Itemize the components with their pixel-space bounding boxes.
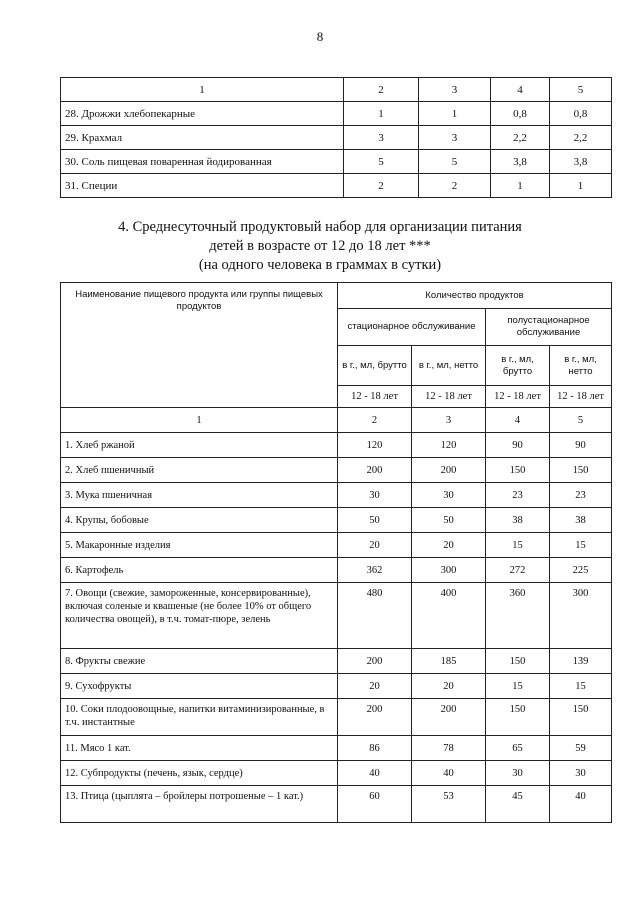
table-row (61, 761, 612, 786)
table-row (61, 583, 612, 649)
product-name: 11. Мясо 1 кат. (61, 736, 338, 761)
product-name: 1. Хлеб ржаной (61, 433, 338, 458)
value-cell: 150 (550, 458, 612, 483)
section-title (0, 218, 640, 275)
section-title-line: детей в возрасте от 12 до 18 лет *** (209, 238, 431, 254)
value-cell: 78 (412, 736, 486, 761)
value-cell: 272 (486, 558, 550, 583)
col-number: 2 (338, 408, 412, 433)
table-row (61, 150, 612, 174)
value-cell: 2,2 (550, 126, 612, 150)
section-title-line: 4. Среднесуточный продуктовый набор для организации питания (118, 219, 522, 235)
product-name: 31. Специи (61, 174, 344, 198)
product-name: 2. Хлеб пшеничный (61, 458, 338, 483)
value-cell: 150 (486, 649, 550, 674)
col-number: 4 (486, 408, 550, 433)
product-name: 10. Соки плодоовощные, напитки витаминизированные, в т.ч. инстантные (61, 699, 338, 736)
product-name: 30. Соль пищевая поваренная йодированная (61, 150, 344, 174)
number-row (61, 408, 612, 433)
table-row (61, 699, 612, 736)
value-cell: 15 (550, 674, 612, 699)
section-title-line: (на одного человека в граммах в сутки) (198, 257, 442, 273)
value-cell: 30 (550, 761, 612, 786)
value-cell: 65 (486, 736, 550, 761)
value-cell: 200 (338, 699, 412, 736)
value-cell: 150 (486, 458, 550, 483)
table-row (61, 558, 612, 583)
gross-header: в г., мл, брутто (338, 346, 412, 386)
value-cell: 1 (550, 174, 612, 198)
value-cell: 200 (412, 458, 486, 483)
value-cell: 5 (419, 150, 491, 174)
page-number: 8 (316, 29, 324, 44)
value-cell: 185 (412, 649, 486, 674)
header-row (61, 283, 612, 309)
value-cell: 200 (412, 699, 486, 736)
table-row (61, 649, 612, 674)
value-cell: 15 (486, 533, 550, 558)
value-cell: 200 (338, 649, 412, 674)
table-row (61, 533, 612, 558)
product-name: 13. Птица (цыплята – бройлеры потрошеные – 1 кат.) (61, 786, 338, 823)
table-row (61, 126, 612, 150)
value-cell: 200 (338, 458, 412, 483)
top-table (60, 77, 612, 198)
value-cell: 15 (550, 533, 612, 558)
gross-header: в г., мл, брутто (486, 346, 550, 386)
value-cell: 3 (419, 126, 491, 150)
value-cell: 300 (412, 558, 486, 583)
table-row (61, 508, 612, 533)
age-header: 12 - 18 лет (486, 386, 550, 408)
value-cell: 3,8 (550, 150, 612, 174)
value-cell: 20 (412, 533, 486, 558)
col-number: 4 (491, 78, 550, 102)
table-row (61, 483, 612, 508)
value-cell: 53 (412, 786, 486, 823)
value-cell: 225 (550, 558, 612, 583)
value-cell: 30 (486, 761, 550, 786)
product-name: 4. Крупы, бобовые (61, 508, 338, 533)
value-cell: 480 (338, 583, 412, 649)
value-cell: 38 (550, 508, 612, 533)
value-cell: 0,8 (491, 102, 550, 126)
product-name: 8. Фрукты свежие (61, 649, 338, 674)
value-cell: 1 (344, 102, 419, 126)
col-number: 1 (61, 408, 338, 433)
value-cell: 50 (412, 508, 486, 533)
value-cell: 120 (338, 433, 412, 458)
value-cell: 86 (338, 736, 412, 761)
value-cell: 15 (486, 674, 550, 699)
value-cell: 2 (344, 174, 419, 198)
value-cell: 0,8 (550, 102, 612, 126)
net-header: в г., мл, нетто (412, 346, 486, 386)
value-cell: 40 (550, 786, 612, 823)
value-cell: 38 (486, 508, 550, 533)
quantity-header: Количество продуктов (338, 283, 612, 309)
table-row (61, 433, 612, 458)
product-name: 6. Картофель (61, 558, 338, 583)
value-cell: 2,2 (491, 126, 550, 150)
value-cell: 1 (491, 174, 550, 198)
product-name: 5. Макаронные изделия (61, 533, 338, 558)
semi-stationary-header: полустационарное обслуживание (486, 309, 612, 346)
value-cell: 2 (419, 174, 491, 198)
value-cell: 90 (550, 433, 612, 458)
value-cell: 30 (412, 483, 486, 508)
product-name: 12. Субпродукты (печень, язык, сердце) (61, 761, 338, 786)
value-cell: 40 (412, 761, 486, 786)
table-row (61, 174, 612, 198)
net-header: в г., мл, нетто (550, 346, 612, 386)
value-cell: 23 (550, 483, 612, 508)
value-cell: 400 (412, 583, 486, 649)
value-cell: 3 (344, 126, 419, 150)
product-name: 9. Сухофрукты (61, 674, 338, 699)
age-header: 12 - 18 лет (338, 386, 412, 408)
value-cell: 20 (412, 674, 486, 699)
value-cell: 120 (412, 433, 486, 458)
table-row (61, 674, 612, 699)
main-table (60, 282, 612, 823)
value-cell: 20 (338, 674, 412, 699)
table-row (61, 102, 612, 126)
col-number: 5 (550, 78, 612, 102)
value-cell: 5 (344, 150, 419, 174)
value-cell: 150 (486, 699, 550, 736)
product-name: 7. Овощи (свежие, замороженные, консервированные), включая соленые и квашеные (не более 10% от общего количества овощей), в т.ч. томат-пюре, зелень (61, 583, 338, 649)
top-table-header-row (61, 78, 612, 102)
value-cell: 30 (338, 483, 412, 508)
table-row (61, 786, 612, 823)
value-cell: 150 (550, 699, 612, 736)
col-number: 5 (550, 408, 612, 433)
col-number: 3 (419, 78, 491, 102)
age-header: 12 - 18 лет (412, 386, 486, 408)
product-name: 28. Дрожжи хлебопекарные (61, 102, 344, 126)
value-cell: 20 (338, 533, 412, 558)
value-cell: 60 (338, 786, 412, 823)
value-cell: 40 (338, 761, 412, 786)
col-number: 2 (344, 78, 419, 102)
value-cell: 139 (550, 649, 612, 674)
value-cell: 3,8 (491, 150, 550, 174)
table-row (61, 458, 612, 483)
value-cell: 362 (338, 558, 412, 583)
col-number: 3 (412, 408, 486, 433)
col-number: 1 (61, 78, 344, 102)
age-header: 12 - 18 лет (550, 386, 612, 408)
value-cell: 50 (338, 508, 412, 533)
value-cell: 90 (486, 433, 550, 458)
value-cell: 45 (486, 786, 550, 823)
product-name: 3. Мука пшеничная (61, 483, 338, 508)
value-cell: 1 (419, 102, 491, 126)
value-cell: 300 (550, 583, 612, 649)
name-header: Наименование пищевого продукта или группы пищевых продуктов (61, 283, 338, 408)
table-row (61, 736, 612, 761)
value-cell: 23 (486, 483, 550, 508)
product-name: 29. Крахмал (61, 126, 344, 150)
value-cell: 360 (486, 583, 550, 649)
stationary-header: стационарное обслуживание (338, 309, 486, 346)
value-cell: 59 (550, 736, 612, 761)
